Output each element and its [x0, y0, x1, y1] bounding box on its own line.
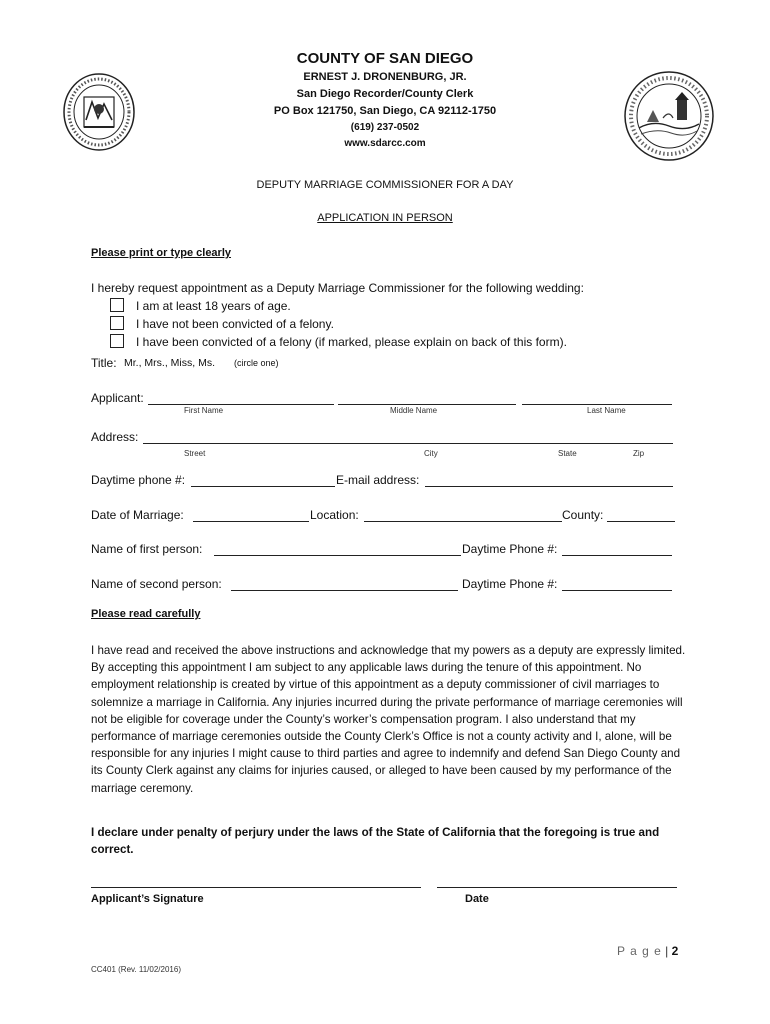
daytime-phone-field[interactable]	[191, 486, 335, 487]
office-name: San Diego Recorder/County Clerk	[296, 88, 474, 100]
first-name-sublabel: First Name	[184, 406, 224, 415]
second-person-field[interactable]	[231, 590, 458, 591]
signature-label: Applicant’s Signature	[91, 893, 204, 905]
location-label: Location:	[310, 508, 359, 522]
form-subtitle: APPLICATION IN PERSON	[317, 212, 453, 224]
date-label: Date	[465, 893, 489, 905]
title-options[interactable]: Mr., Mrs., Miss, Ms.	[124, 357, 215, 369]
page-word: P a g e	[617, 944, 662, 958]
read-carefully-heading: Please read carefully	[91, 608, 201, 620]
checkbox-felony-label: I have been convicted of a felony (if marked, please explain on back of this form).	[136, 335, 567, 349]
second-person-label: Name of second person:	[91, 577, 222, 591]
first-person-phone-field[interactable]	[562, 555, 672, 556]
request-text: I hereby request appointment as a Deputy Marriage Commissioner for the following wedding:	[91, 281, 584, 295]
second-person-phone-field[interactable]	[562, 590, 672, 591]
title-label: Title:	[91, 356, 117, 370]
checkbox-age[interactable]	[110, 298, 124, 312]
address-label: Address:	[91, 430, 139, 444]
address-field[interactable]	[143, 443, 673, 444]
email-label: E-mail address:	[336, 473, 420, 487]
county-title: COUNTY OF SAN DIEGO	[296, 50, 474, 67]
location-field[interactable]	[364, 521, 562, 522]
first-person-label: Name of first person:	[91, 542, 203, 556]
form-code: CC401 (Rev. 11/02/2016)	[91, 965, 181, 974]
applicant-last-name-field[interactable]	[522, 404, 672, 405]
last-name-sublabel: Last Name	[587, 406, 626, 415]
city-sublabel: City	[424, 449, 438, 458]
applicant-label: Applicant:	[91, 391, 144, 405]
zip-sublabel: Zip	[633, 449, 645, 458]
first-person-phone-label: Daytime Phone #:	[462, 542, 558, 556]
page-indicator: P a g e | 2	[617, 944, 679, 958]
county-label: County:	[562, 508, 604, 522]
email-field[interactable]	[425, 486, 673, 487]
street-sublabel: Street	[184, 449, 206, 458]
date-of-marriage-field[interactable]	[193, 521, 309, 522]
county-field[interactable]	[607, 521, 675, 522]
applicant-first-name-field[interactable]	[148, 404, 334, 405]
print-instruction: Please print or type clearly	[91, 247, 232, 259]
first-person-field[interactable]	[214, 555, 461, 556]
checkbox-age-label: I am at least 18 years of age.	[136, 299, 291, 313]
date-of-marriage-label: Date of Marriage:	[91, 508, 184, 522]
office-address: PO Box 121750, San Diego, CA 92112-1750	[273, 105, 497, 117]
date-field[interactable]	[437, 887, 677, 888]
office-phone: (619) 237-0502	[350, 122, 420, 133]
daytime-phone-label: Daytime phone #:	[91, 473, 186, 487]
declaration: I declare under penalty of perjury under the laws of the State of California that the foregoing is true and correct.	[91, 826, 660, 857]
checkbox-felony[interactable]	[110, 334, 124, 348]
title-hint: (circle one)	[234, 358, 279, 368]
applicant-middle-name-field[interactable]	[338, 404, 516, 405]
agreement-paragraph: I have read and received the above instructions and acknowledge that my powers as a deputy are expressly limited. By accepting this appointment I am subject to any applicable laws during the tenure of this appointment. No employment relationship is created by virtue of this appointment as a deputy commissioner of civil marriages to solemnize a marriage in California. Any injuries incurred during the private performance of marriage ceremonies will not be eligible for coverage under the County’s worker’s compensation program. I also understand that my performance of marriage ceremonies outside the County Clerk’s Office is not a county activity and I, alone, will be responsible for any injuries I might cause to third parties and agree to indemnify and defend San Diego County and its County Clerk against any claims for injuries caused, or alleged to have been caused by my performance of the marriage ceremony.	[91, 644, 686, 795]
page-number: 2	[671, 944, 679, 958]
middle-name-sublabel: Middle Name	[390, 406, 438, 415]
signature-field[interactable]	[91, 887, 421, 888]
state-sublabel: State	[558, 449, 577, 458]
checkbox-no-felony-label: I have not been convicted of a felony.	[136, 317, 334, 331]
office-website: www.sdarcc.com	[344, 138, 426, 149]
second-person-phone-label: Daytime Phone #:	[462, 577, 558, 591]
checkbox-no-felony[interactable]	[110, 316, 124, 330]
form-title: DEPUTY MARRIAGE COMMISSIONER FOR A DAY	[256, 179, 514, 191]
official-name: ERNEST J. DRONENBURG, JR.	[303, 71, 467, 83]
